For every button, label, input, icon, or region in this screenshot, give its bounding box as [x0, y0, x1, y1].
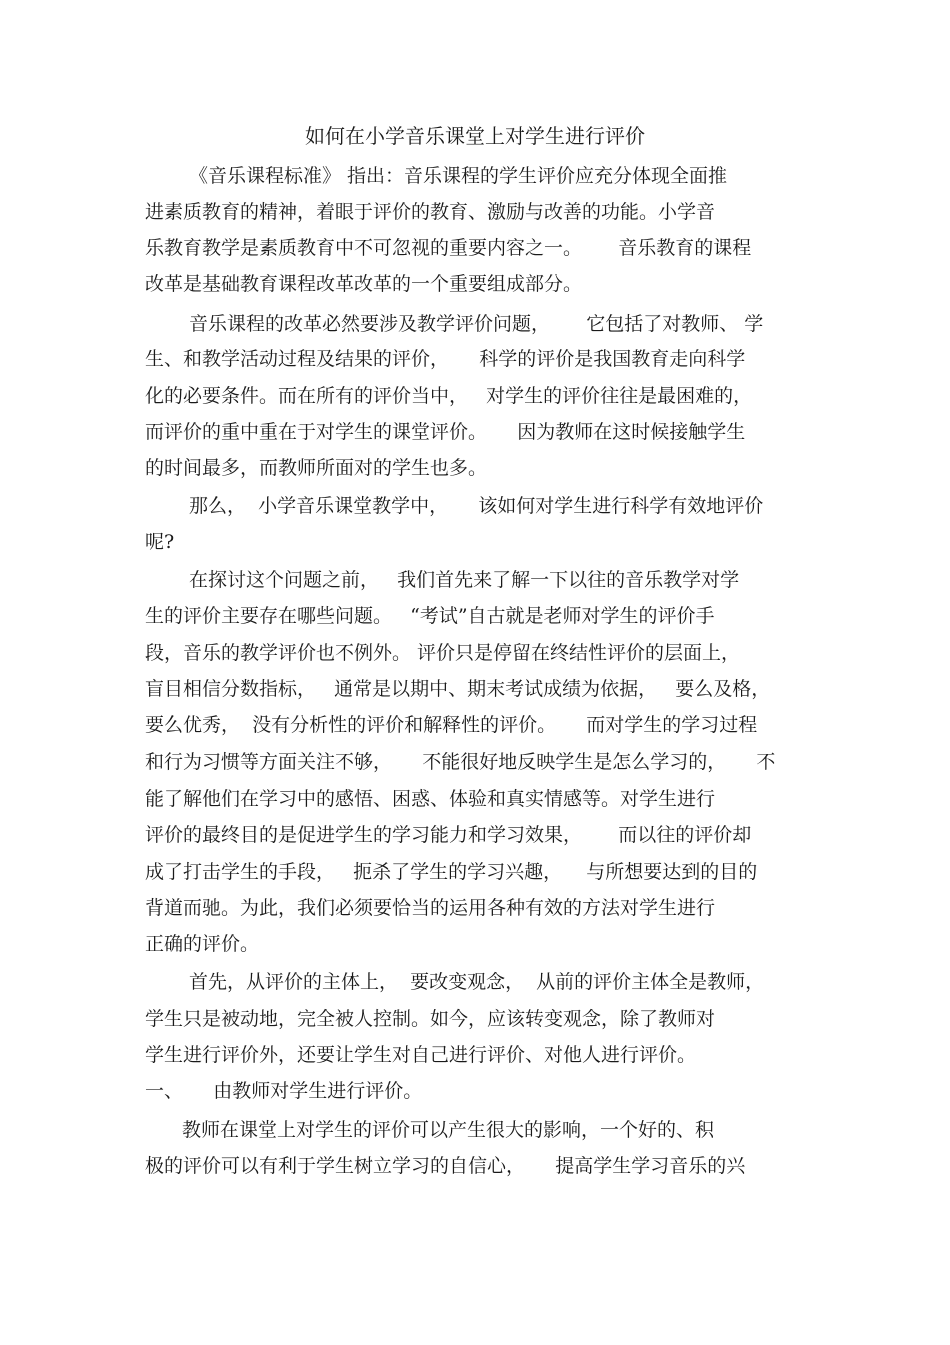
document-title: 如何在小学音乐课堂上对学生进行评价	[305, 124, 645, 148]
text-line: 的时间最多，而教师所面对的学生也多。	[145, 457, 488, 479]
text-line: 进素质教育的精神，着眼于评价的教育、激励与改善的功能。小学音	[145, 201, 716, 223]
text-line: 改革是基础教育课程改革改革的一个重要组成部分。	[145, 273, 583, 295]
text-line: 生的评价主要存在哪些问题。 “考试”自古就是老师对学生的评价手	[145, 605, 715, 627]
text-line: 生、和教学活动过程及结果的评价， 科学的评价是我国教育走向科学	[145, 348, 746, 370]
text-line: 在探讨这个问题之前， 我们首先来了解一下以往的音乐教学对学	[189, 569, 740, 591]
text-line: 极的评价可以有利于学生树立学习的自信心， 提高学生学习音乐的兴	[145, 1155, 746, 1177]
text-line: 呢?	[145, 531, 175, 553]
text-line: 首先，从评价的主体上， 要改变观念， 从前的评价主体全是教师，	[189, 971, 765, 993]
text-line: 而评价的重中重在于对学生的课堂评价。 因为教师在这时候接触学生	[145, 421, 746, 443]
text-line: 乐教育教学是素质教育中不可忽视的重要内容之一。 音乐教育的课程	[145, 237, 752, 259]
section-heading: 一、 由教师对学生进行评价。	[145, 1080, 423, 1102]
text-line: 能了解他们在学习中的感悟、困惑、体验和真实情感等。对学生进行	[145, 788, 716, 810]
text-line: 学生只是被动地，完全被人控制。如今，应该转变观念，除了教师对	[145, 1008, 716, 1030]
text-line: 评价的最终目的是促进学生的学习能力和学习效果， 而以往的评价却	[145, 824, 752, 846]
text-line: 段，音乐的教学评价也不例外。 评价只是停留在终结性评价的层面上，	[145, 642, 741, 664]
text-line: 教师在课堂上对学生的评价可以产生很大的影响，一个好的、积	[182, 1119, 715, 1141]
text-line: 化的必要条件。而在所有的评价当中， 对学生的评价往往是最困难的，	[145, 385, 753, 407]
text-line: 和行为习惯等方面关注不够， 不能很好地反映学生是怎么学习的， 不	[145, 751, 776, 773]
text-line: 正确的评价。	[145, 933, 260, 955]
text-line: 学生进行评价外，还要让学生对自己进行评价、对他人进行评价。	[145, 1044, 697, 1066]
text-line: 盲目相信分数指标， 通常是以期中、期末考试成绩为依据， 要么及格，	[145, 678, 771, 700]
text-line: 那么， 小学音乐课堂教学中， 该如何对学生进行科学有效地评价	[189, 495, 764, 517]
text-line: 《音乐课程标准》 指出：音乐课程的学生评价应充分体现全面推	[189, 165, 728, 187]
text-line: 背道而驰。为此，我们必须要恰当的运用各种有效的方法对学生进行	[145, 897, 716, 919]
text-line: 要么优秀， 没有分析性的评价和解释性的评价。 而对学生的学习过程	[145, 714, 758, 736]
text-line: 成了打击学生的手段， 扼杀了学生的学习兴趣， 与所想要达到的目的	[145, 861, 758, 883]
text-line: 音乐课程的改革必然要涉及教学评价问题， 它包括了对教师、 学	[189, 313, 764, 335]
